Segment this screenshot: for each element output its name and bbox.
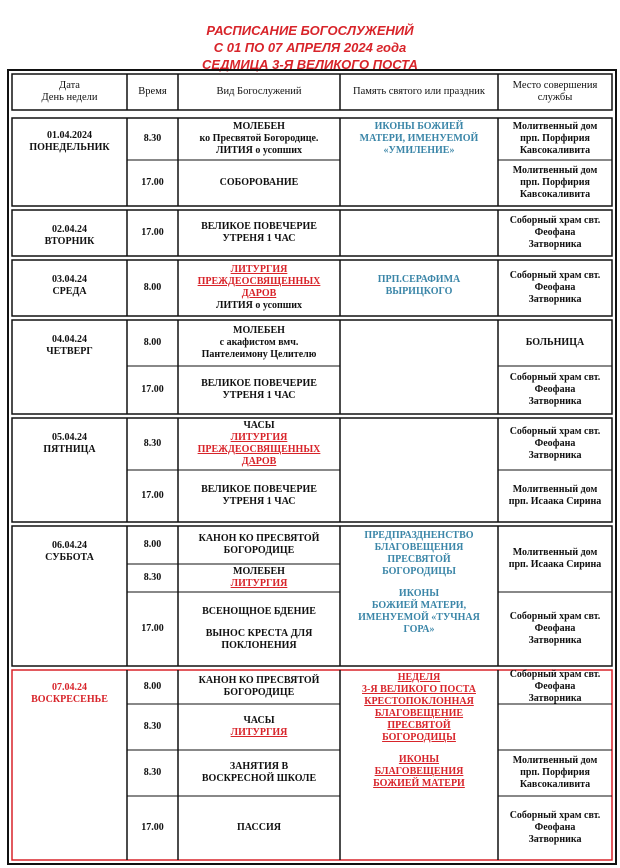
place-line: Феофана	[534, 282, 576, 293]
memory-line-red: НЕДЕЛЯ	[397, 672, 441, 683]
service-line: ЛИТИЯ о усопших	[216, 300, 302, 311]
service-line-red: ЛИТУРГИЯ	[230, 578, 288, 589]
service-line: ПАССИЯ	[237, 822, 281, 833]
time-cell	[127, 526, 178, 564]
service-cell	[178, 750, 340, 796]
memory-line-red: КРЕСТОПОКЛОННАЯ	[364, 696, 474, 707]
schedule-dates: С 01 ПО 07 АПРЕЛЯ 2024 года	[213, 40, 407, 55]
place-line: Затворника	[528, 635, 582, 646]
memory-line: ПРЕСВЯТОЙ	[387, 554, 451, 565]
place-cell	[498, 260, 612, 316]
time-cell	[127, 564, 178, 592]
service-line: ВЕЛИКОЕ ПОВЕЧЕРИЕ	[201, 378, 317, 389]
place-line: Кавсокаливита	[519, 779, 591, 790]
service-line: КАНОН КО ПРЕСВЯТОЙ	[198, 533, 320, 544]
service-cell	[178, 564, 340, 592]
day-weekday: ЧЕТВЕРГ	[46, 346, 93, 357]
service-line: ВОСКРЕСНОЙ ШКОЛЕ	[201, 773, 317, 784]
service-line: СОБОРОВАНИЕ	[219, 177, 299, 188]
place-line: Феофана	[534, 822, 576, 833]
service-cell	[178, 670, 340, 704]
place-line: Затворника	[528, 239, 582, 250]
memory-line: ИКОНЫ БОЖИЕЙ	[374, 121, 464, 132]
day-date-cell	[12, 418, 127, 522]
place-line: Соборный храм свт.	[509, 215, 601, 226]
memory-cell	[340, 670, 498, 860]
place-cell	[498, 160, 612, 206]
day-date: 03.04.24	[52, 274, 87, 285]
time-cell	[127, 210, 178, 256]
service-time: 8.30	[143, 767, 162, 778]
service-cell	[178, 418, 340, 470]
place-cell	[498, 526, 612, 592]
place-line: прп. Порфирия	[520, 177, 590, 188]
service-line: ВСЕНОЩНОЕ БДЕНИЕ	[202, 606, 316, 617]
place-line: Затворника	[528, 693, 582, 704]
day-weekday: ВОСКРЕСЕНЬЕ	[31, 694, 108, 705]
service-line: УТРЕНЯ 1 ЧАС	[222, 390, 296, 401]
header-memory	[340, 74, 498, 110]
place-line: Феофана	[534, 384, 576, 395]
service-cell	[178, 470, 340, 522]
header-label: Место совершения службы	[512, 80, 598, 103]
day-date: 07.04.24	[52, 682, 87, 693]
service-time: 8.00	[143, 539, 162, 550]
header-label: Дата	[59, 80, 80, 91]
day-date: 01.04.2024	[47, 130, 92, 141]
place-line: Затворника	[528, 450, 582, 461]
memory-line: ИКОНЫ	[398, 588, 440, 599]
memory-line-red: БЛАГОВЕЩЕНИЯ	[374, 766, 464, 777]
service-line: ВЕЛИКОЕ ПОВЕЧЕРИЕ	[201, 484, 317, 495]
service-cell	[178, 796, 340, 860]
service-line-red: ДАРОВ	[241, 456, 277, 467]
time-cell	[127, 470, 178, 522]
service-time: 17.00	[141, 384, 164, 395]
time-cell	[127, 796, 178, 860]
place-cell	[498, 470, 612, 522]
place-line: Затворника	[528, 834, 582, 845]
place-cell	[498, 670, 612, 704]
time-cell	[127, 366, 178, 414]
day-weekday: ПОНЕДЕЛЬНИК	[29, 142, 110, 153]
place-line: Соборный храм свт.	[509, 270, 601, 281]
place-cell	[498, 320, 612, 366]
service-line: БОГОРОДИЦЕ	[223, 545, 295, 556]
service-line: МОЛЕБЕН	[233, 121, 285, 132]
service-line: МОЛЕБЕН	[233, 325, 285, 336]
header-label: День недели	[41, 92, 98, 103]
place-line: Феофана	[534, 227, 576, 238]
time-cell	[127, 704, 178, 750]
place-line: Молитвенный дом	[512, 165, 598, 176]
time-cell	[127, 670, 178, 704]
service-line-red: ЛИТУРГИЯ	[230, 727, 288, 738]
memory-line-red: БОЖИЕЙ МАТЕРИ	[373, 778, 465, 789]
place-line: Соборный храм свт.	[509, 611, 601, 622]
place-line: Молитвенный дом	[512, 121, 598, 132]
service-line: ВЕЛИКОЕ ПОВЕЧЕРИЕ	[201, 221, 317, 232]
place-line: Кавсокаливита	[519, 189, 591, 200]
time-cell	[127, 750, 178, 796]
header-time	[127, 74, 178, 110]
service-line: с акафистом вмч.	[219, 337, 299, 348]
time-cell	[127, 320, 178, 366]
place-line: Соборный храм свт.	[509, 810, 601, 821]
day-date-cell	[12, 320, 127, 414]
header-date	[12, 74, 127, 110]
place-line: БОЛЬНИЦА	[525, 337, 585, 348]
schedule-title: РАСПИСАНИЕ БОГОСЛУЖЕНИЙ	[206, 23, 414, 38]
service-line: ЛИТИЯ о усопших	[216, 145, 302, 156]
service-line: УТРЕНЯ 1 ЧАС	[222, 233, 296, 244]
place-line: Затворника	[528, 396, 582, 407]
place-line: Феофана	[534, 623, 576, 634]
day-date-cell	[12, 526, 127, 666]
place-cell	[498, 750, 612, 796]
service-line: ПОКЛОНЕНИЯ	[221, 640, 297, 651]
place-line: Соборный храм свт.	[509, 372, 601, 383]
service-time: 8.30	[143, 438, 162, 449]
memory-line-red: ИКОНЫ	[398, 754, 440, 765]
day-date: 05.04.24	[52, 432, 87, 443]
service-line: МОЛЕБЕН	[233, 566, 285, 577]
place-cell	[498, 366, 612, 414]
service-time: 8.30	[143, 133, 162, 144]
memory-line: ИМЕНУЕМОЙ «ТУЧНАЯ	[358, 612, 480, 623]
place-line: Молитвенный дом	[512, 547, 598, 558]
service-time: 8.30	[143, 721, 162, 732]
service-time: 8.00	[143, 337, 162, 348]
memory-line-red: ПРЕСВЯТОЙ	[387, 720, 451, 731]
service-line-red: ЛИТУРГИЯ	[230, 264, 288, 275]
service-line: ЧАСЫ	[243, 420, 275, 431]
place-line: прп. Исаака Сирина	[508, 559, 602, 570]
memory-line: БОЖИЕЙ МАТЕРИ,	[371, 600, 467, 611]
time-cell	[127, 160, 178, 206]
place-cell	[498, 418, 612, 470]
day-date: 02.04.24	[52, 224, 87, 235]
day-date-cell	[12, 670, 127, 860]
service-line: ЗАНЯТИЯ В	[229, 761, 289, 772]
memory-cell	[340, 118, 498, 160]
service-line: ВЫНОС КРЕСТА ДЛЯ	[205, 628, 313, 639]
day-date-cell	[12, 118, 127, 206]
service-line: БОГОРОДИЦЕ	[223, 687, 295, 698]
service-time: 17.00	[141, 822, 164, 833]
place-line: Соборный храм свт.	[509, 426, 601, 437]
memory-cell	[340, 260, 498, 316]
service-line: УТРЕНЯ 1 ЧАС	[222, 496, 296, 507]
memory-cell	[340, 526, 498, 666]
service-cell	[178, 260, 340, 316]
service-cell	[178, 320, 340, 366]
place-line: Соборный храм свт.	[509, 669, 601, 680]
memory-line: БОГОРОДИЦЫ	[382, 566, 456, 577]
memory-line-red: БОГОРОДИЦЫ	[382, 732, 456, 743]
time-cell	[127, 418, 178, 470]
service-line: ко Пресвятой Богородице.	[199, 133, 319, 144]
header-label: Время	[138, 86, 167, 97]
day-date-cell	[12, 260, 127, 316]
place-line: Молитвенный дом	[512, 484, 598, 495]
service-line-red: ПРЕЖДЕОСВЯЩЕННЫХ	[197, 276, 321, 287]
memory-line: ПРП.СЕРАФИМА	[377, 274, 461, 285]
place-line: прп. Порфирия	[520, 133, 590, 144]
service-line-red: ДАРОВ	[241, 288, 277, 299]
header-service	[178, 74, 340, 110]
place-line: Затворника	[528, 294, 582, 305]
time-cell	[127, 592, 178, 666]
service-line-red: ПРЕЖДЕОСВЯЩЕННЫХ	[197, 444, 321, 455]
service-time: 17.00	[141, 490, 164, 501]
memory-line: ВЫРИЦКОГО	[385, 286, 453, 297]
day-weekday: ВТОРНИК	[44, 236, 95, 247]
memory-line-red: 3-Я ВЕЛИКОГО ПОСТА	[362, 684, 476, 695]
service-cell	[178, 118, 340, 160]
service-cell	[178, 704, 340, 750]
day-weekday: ПЯТНИЦА	[43, 444, 96, 455]
day-date: 06.04.24	[52, 540, 87, 551]
service-line: Пантелеимону Целителю	[201, 349, 317, 360]
place-line: Феофана	[534, 681, 576, 692]
service-line-red: ЛИТУРГИЯ	[230, 432, 288, 443]
service-time: 17.00	[141, 623, 164, 634]
service-line: КАНОН КО ПРЕСВЯТОЙ	[198, 675, 320, 686]
header-label: Память святого или праздник	[353, 86, 485, 97]
place-cell	[498, 210, 612, 256]
memory-line: БЛАГОВЕЩЕНИЯ	[374, 542, 464, 553]
day-date: 04.04.24	[52, 334, 87, 345]
place-cell	[498, 118, 612, 160]
service-cell	[178, 592, 340, 666]
memory-line: МАТЕРИ, ИМЕНУЕМОЙ	[359, 133, 479, 144]
memory-line: ПРЕДПРАЗДНЕНСТВО	[364, 530, 474, 541]
place-cell	[498, 592, 612, 666]
place-line: прп. Исаака Сирина	[508, 496, 602, 507]
schedule-week: СЕДМИЦА 3-Я ВЕЛИКОГО ПОСТА	[202, 57, 418, 72]
service-time: 17.00	[141, 177, 164, 188]
place-line: прп. Порфирия	[520, 767, 590, 778]
service-time: 8.00	[143, 681, 162, 692]
service-cell	[178, 526, 340, 564]
service-line: ЧАСЫ	[243, 715, 275, 726]
day-weekday: СРЕДА	[52, 286, 87, 297]
service-cell	[178, 210, 340, 256]
place-line: Кавсокаливита	[519, 145, 591, 156]
service-time: 17.00	[141, 227, 164, 238]
memory-line-red: БЛАГОВЕЩЕНИЕ	[374, 708, 464, 719]
time-cell	[127, 260, 178, 316]
memory-line: «УМИЛЕНИЕ»	[383, 145, 455, 156]
service-time: 8.00	[143, 282, 162, 293]
header-place	[498, 74, 612, 110]
place-cell	[498, 796, 612, 860]
place-line: Молитвенный дом	[512, 755, 598, 766]
service-cell	[178, 160, 340, 206]
service-cell	[178, 366, 340, 414]
header-label: Вид Богослужений	[216, 86, 302, 97]
memory-line: ГОРА»	[403, 624, 435, 635]
place-line: Феофана	[534, 438, 576, 449]
day-date-cell	[12, 210, 127, 256]
service-time: 8.30	[143, 572, 162, 583]
time-cell	[127, 118, 178, 160]
day-weekday: СУББОТА	[45, 552, 94, 563]
